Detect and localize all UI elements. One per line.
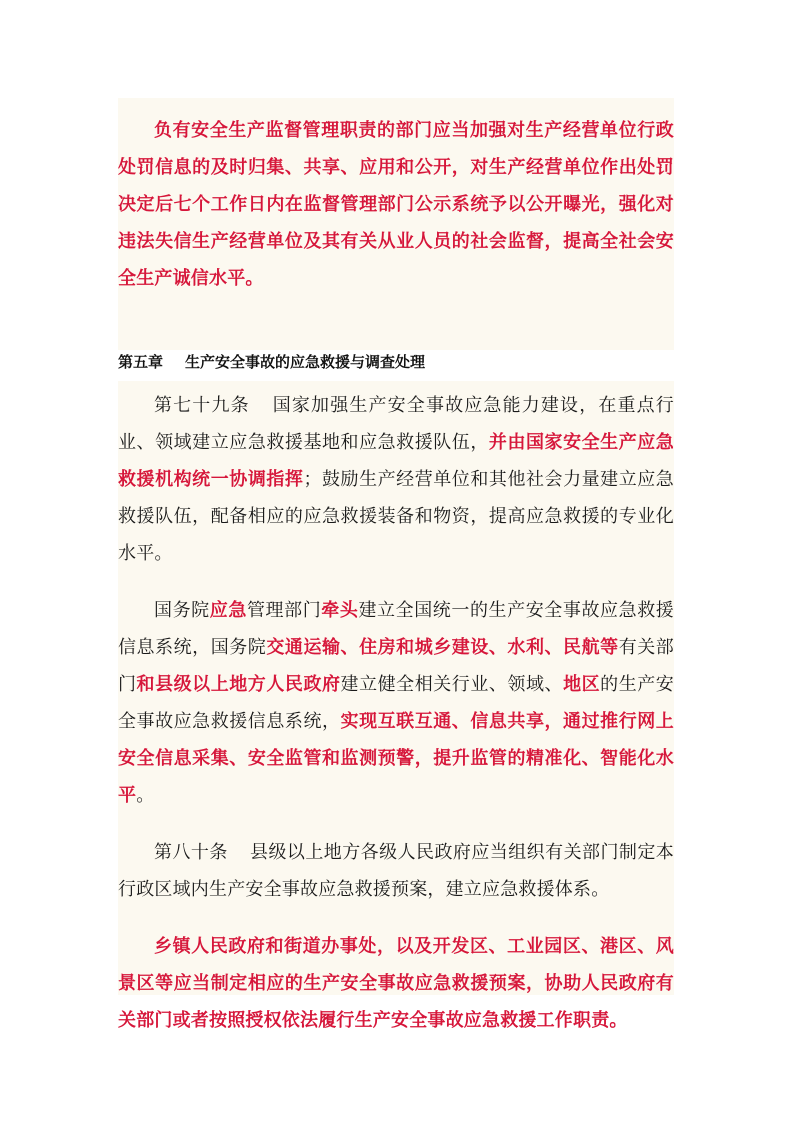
highlighted-block-2 — [118, 381, 675, 1031]
article-79-paragraph: 第七十九条 国家加强生产安全事故应急能力建设，在重点行业、领域建立应急救援基地和应急救援队伍，并由国家安全生产应急救援机构统一协调指挥；鼓励生产经营单位和其他社会力量建立应急救援队伍，配备相应的应急救援装备和物资，提高应急救援的专业化水平。 — [118, 395, 675, 564]
article-79-label: 第七十九条 — [154, 395, 250, 416]
chapter-heading — [118, 351, 674, 372]
highlighted-block-1 — [118, 98, 674, 350]
emphasis-text: 并由国家安全生产应急救援机构统一协调指挥 — [118, 432, 675, 490]
article-80-label: 第八十条 — [154, 842, 228, 863]
chapter-title: 生产安全事故的应急救援与调查处理 — [185, 353, 426, 371]
chapter-number: 第五章 — [118, 353, 164, 371]
article-80-paragraph: 第八十条 县级以上地方各级人民政府应当组织有关部门制定本行政区域内生产安全事故应急救援预案，建立应急救援体系。 — [118, 842, 674, 900]
paragraph-credit-supervision: 负有安全生产监督管理职责的部门应当加强对生产经营单位行政处罚信息的及时归集、共享、应用和公开，对生产经营单位作出处罚决定后七个工作日内在监督管理部门公示系统予以公开曝光，强化对违法失信生产经营单位及其有关从业人员的社会监督，提高全社会安全生产诚信水平。 — [118, 120, 674, 289]
article-80-second-paragraph: 乡镇人民政府和街道办事处，以及开发区、工业园区、港区、风景区等应当制定相应的生产安全事故应急救援预案，协助人民政府有关部门或者按照授权依法履行生产安全事故应急救援工作职责。 — [118, 936, 674, 1031]
article-79-second-paragraph: 国务院应急管理部门牵头建立全国统一的生产安全事故应急救援信息系统，国务院交通运输、住房和城乡建设、水利、民航等有关部门和县级以上地方人民政府建立健全相关行业、领域、地区的生产安全事故应急救援信息系统，实现互联互通、信息共享，通过推行网上安全信息采集、安全监管和监测预警，提升监管的精准化、智能化水平。 — [118, 600, 674, 806]
